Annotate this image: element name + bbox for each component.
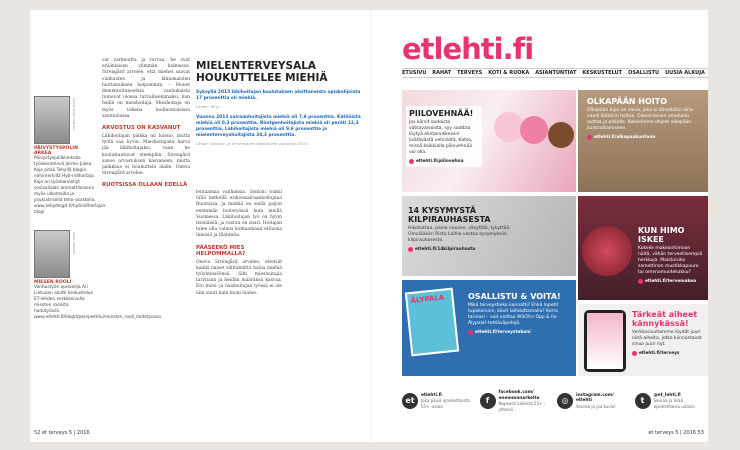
fact-box: Vuonna 2013 sairaanhoitajista miehiä oli 7,9 prosenttia. Kätilöistä miehiä oli 0,3 prosenttia. Röntgenhoitajista miehiä oli peräti 12,3 prosenttia. Lähihoitajista miehiä oli 9,6 prosenttia ja mielenterveyshoitajista 34,3 prosenttia.	[196, 115, 361, 138]
tile-body: Verkkosivultamme löydät juuri niitä aiheita, jotka kiinnostavat sinua juuri nyt.	[632, 330, 702, 347]
fact-source: Lähde: Sosiaali- ja terveysalan tilastollinen vuosikirja 2015	[196, 141, 308, 146]
tile-text-box	[632, 310, 706, 356]
social-footer	[402, 380, 708, 422]
footer-text: Joka päivä ajankohtaista 55+ -asiaa	[421, 398, 470, 409]
quote-name: MIESEN ROOLI	[34, 280, 72, 285]
nav-item-koti-ruoka[interactable]: KOTI & RUOKA	[488, 70, 530, 76]
etlehti-icon: et	[402, 393, 418, 409]
tile-text-box	[406, 106, 482, 167]
tile-link[interactable]: etlehti.fi/piilovehna	[409, 159, 479, 164]
tile-text-box	[584, 94, 696, 143]
footer-title: etlehti.fi	[421, 392, 442, 398]
tile-title: PIILOVEHNÄÄ!	[409, 109, 474, 118]
quote-url[interactable]: www.tehyblogit.fi/hybridihoitajan-blogi	[34, 204, 107, 215]
tile-title: KUN HIMO ISKEE	[638, 226, 685, 244]
body-paragraph: vat varmuutta ja turvaa, he ovat eräänlaisen ylimmän kulmassa. Strengård arvelee, että miehet saavat vanhusten ja lähiomaisten luottamuksen helpommin. – Monet dementoituneetkin vanhuksista tuntevat olonsa turvallisemmaksi, kun heillä on mieshoitaja. Mieshoitaja on myös tukena kodinomaisissa asuntoloissa.	[102, 58, 190, 119]
link-dot-icon	[632, 351, 637, 356]
nav-item-terveys[interactable]: TERVEYS	[457, 70, 483, 76]
footer-text: Seuraa ja jaa kuvia!	[576, 403, 616, 409]
tile-title: Tärkeät aiheet kännykässä!	[632, 310, 698, 328]
quote-person-2	[34, 230, 161, 321]
tile-link[interactable]: etlehti.fi/terveystekoni	[468, 330, 568, 335]
fact-box: Syksyllä 2015 lähihoitajan koulutuksen aloittaneista opiskelijoista 17 prosenttia oli miehiä.	[196, 90, 361, 101]
body-paragraph: Oneva Strengård arvelee, etteivät kaikki naiset välttämättä halua miehiä työyhteisöönsä. Silti mieshoitajia tarvitaan ja heidän määränsä kasvaa. Ero mies- ja naishoitajan työssä ei ole niin suuri kuin moni luulee.	[196, 259, 282, 296]
tile-title: OSALLISTU & VOITA!	[468, 292, 561, 301]
subheading: ARVOSTUS ON KASVANUT	[102, 125, 181, 132]
link-dot-icon	[409, 159, 414, 164]
nav-item-uusia-alkuja[interactable]: UUSIA ALKUJA	[665, 70, 705, 76]
nav-item-keskustelut[interactable]: KESKUSTELUT	[582, 70, 623, 76]
berries-image	[582, 226, 632, 276]
quote-text: Päivystyspoliklinikalla työskentelevä Jarmo-Jukka Kojo pitää Tehyllä blogia nimimerkillä Hyb-ridihoitaja. Kojo on työskennellyt sosiaalialan ammattilaisena myös ulkomailla ja psykiatrisella teho-osastolla.	[34, 156, 96, 203]
page-folio: 52 et terveys 5 | 2016	[34, 430, 90, 436]
nav-item-etusivu[interactable]: ETUSIVU	[402, 70, 427, 76]
nav-item-osallistu[interactable]: OSALLISTU	[628, 70, 660, 76]
article-header	[196, 60, 366, 146]
text-column-1	[102, 58, 190, 191]
footer-twitter[interactable]	[635, 380, 709, 422]
tile-kun-himo-iskee[interactable]	[578, 196, 708, 300]
nav-item-rahat[interactable]: RAHAT	[432, 70, 452, 76]
tile-link[interactable]: etlehti.fi/olkapaakuntoon	[587, 135, 693, 140]
link-dot-icon	[587, 135, 592, 140]
tile-body: Olkapään kipu on vaiva, joka ei läheskään aina vaadi lääkärin hoitoa. Oikeanlainen omahoito auttaa jo pitkälle. Kokosimme ohjeet olkapään kuntouttamiseen.	[587, 108, 693, 131]
quote-text: Vanhustyön opiskelija Ari Lintunen aloitti keskustelun ET-lehden verkkosivulla miesten roolista hoitotyössä.	[34, 285, 94, 314]
tile-title: 14 KYSYMYSTÄ KILPIRAUHASESTA	[408, 206, 491, 224]
book-image	[405, 288, 459, 357]
tile-link[interactable]: etlehti.fi/terveys	[632, 351, 706, 356]
footer-text: Seuraa ja lisää ajankohtaisia uutisia	[653, 398, 695, 409]
tile-text-box	[636, 224, 706, 286]
tile-osallistu-voita[interactable]	[402, 280, 576, 376]
subheading: RUOTSISSA OLLAAN EDELLÄ	[102, 182, 188, 189]
body-paragraph: Lähihoitajan palkka on huono, mutta työtä saa hyvin. Mieshoitajista harva jää lähihoitajaksi, vaan he kouluttautuvat eteenpäin. Strengård sanoo arvostuksen kasvaneen, mutta palkkaus ei houkuttele alalle. Oneva Strengård arvelee.	[102, 134, 190, 177]
tile-piilovehnaa[interactable]	[402, 90, 576, 192]
tile-body: Hikoiluttaa, paino nousee, väsyttää, tykyttää. Omalääkäri Risto Laitila vastaa kysymyksiin kilpirauhasesta.	[408, 226, 511, 243]
tile-olkapaan-hoito[interactable]	[578, 90, 708, 192]
photo-credit: KUVAT: MARI LINTULA	[72, 98, 76, 131]
nav-item-asiantuntiat[interactable]: ASIANTUNTIAT	[535, 70, 577, 76]
headline: MIELENTERVEYSALA HOUKUTTELEE MIEHIÄ	[196, 60, 328, 84]
book-title: ÄLYPALA	[410, 293, 445, 306]
tile-title: OLKAPÄÄN HOITO	[587, 97, 668, 106]
footer-text: Nopeasti kaikista 55+ -yhteisö	[498, 401, 546, 412]
subheading: PÄÄSEEKÖ MIES HELPOMMALLA?	[196, 244, 246, 257]
tile-link[interactable]: etlehti.fi/14kilpirauhasta	[408, 247, 528, 252]
tile-text-box	[406, 204, 530, 254]
footer-facebook[interactable]	[480, 380, 554, 422]
tile-body: Mikä terveystieko kannatti? Ehkä lopetit tupakoinnin, kävit laihduttamalla? Kerro tarinasi – voit voittaa WSOY:n Opp & Ilo Älypala!-tehtäväpelejä.	[468, 303, 559, 326]
person-photo	[34, 96, 70, 144]
tile-body: Jos kärsit oudoista vatsavaivoista, syy saattaa löytyä elintarvikkeisiin lisätävästä vehnästä. Katso, missä kaikkialla piilovehnää voi olla.	[409, 120, 473, 155]
tile-text-box	[466, 290, 570, 337]
photo-credit: KUVA: PRIVATE	[72, 232, 76, 255]
link-dot-icon	[468, 330, 473, 335]
tile-kannykka[interactable]	[578, 304, 708, 376]
tile-body: Kokeile makeanhimoon näitä, vähän terveellisempiä herkkuja. Maistuisiko samettinen mustikkapuuro tai omenamuotekakku?	[638, 246, 703, 275]
link-dot-icon	[408, 247, 413, 252]
etlehti-logo[interactable]: etlehti.fi	[402, 32, 534, 66]
site-nav	[402, 68, 708, 78]
tile-link[interactable]: etlehti.fi/tervemakea	[638, 279, 704, 284]
tile-kilpirauhanen[interactable]	[402, 196, 576, 276]
fact-source: Lähde: Tehy.	[196, 104, 220, 109]
facebook-icon: f	[480, 393, 496, 409]
quote-url[interactable]: www.etlehti.fi/blogit/perspektiivi/miesten_rooli_hoitotyossa	[34, 315, 161, 320]
link-dot-icon	[638, 279, 643, 284]
instagram-icon: ◎	[557, 393, 573, 409]
footer-instagram[interactable]	[557, 380, 631, 422]
footer-etlehti[interactable]	[402, 380, 476, 422]
page-folio: et terveys 5 | 2016 53	[648, 430, 704, 436]
body-paragraph: lentaamaa vanhuksia. Siskoni toimii tällä hetkellä erikoissairaanhoitajana Ruotsissa, ja miehiä on siellä paljon enemmän hoitotyössä kuin meillä Suomessa. Lähihoitajan työ on hyvin itsenäistä, ja vastuu on suuri. Hoitajan tulee olla valmis kohtaamaan erilaisia ihmisiä ja tilanteita.	[196, 190, 282, 239]
phone-image	[584, 310, 626, 372]
twitter-icon: t	[635, 393, 651, 409]
footer-title: facebook.com/ enemmanarkelta	[498, 390, 540, 401]
left-page	[30, 10, 370, 442]
quote-name: PÄIVYSTYSPOLIN ARKEA	[34, 146, 78, 156]
footer-title: @et_lehti.fi	[653, 392, 681, 398]
right-page	[372, 10, 708, 442]
person-photo	[34, 230, 70, 278]
quote-person-1	[34, 96, 107, 216]
footer-title: instagram.com/ etlehti	[576, 392, 614, 404]
text-column-2	[196, 190, 282, 297]
